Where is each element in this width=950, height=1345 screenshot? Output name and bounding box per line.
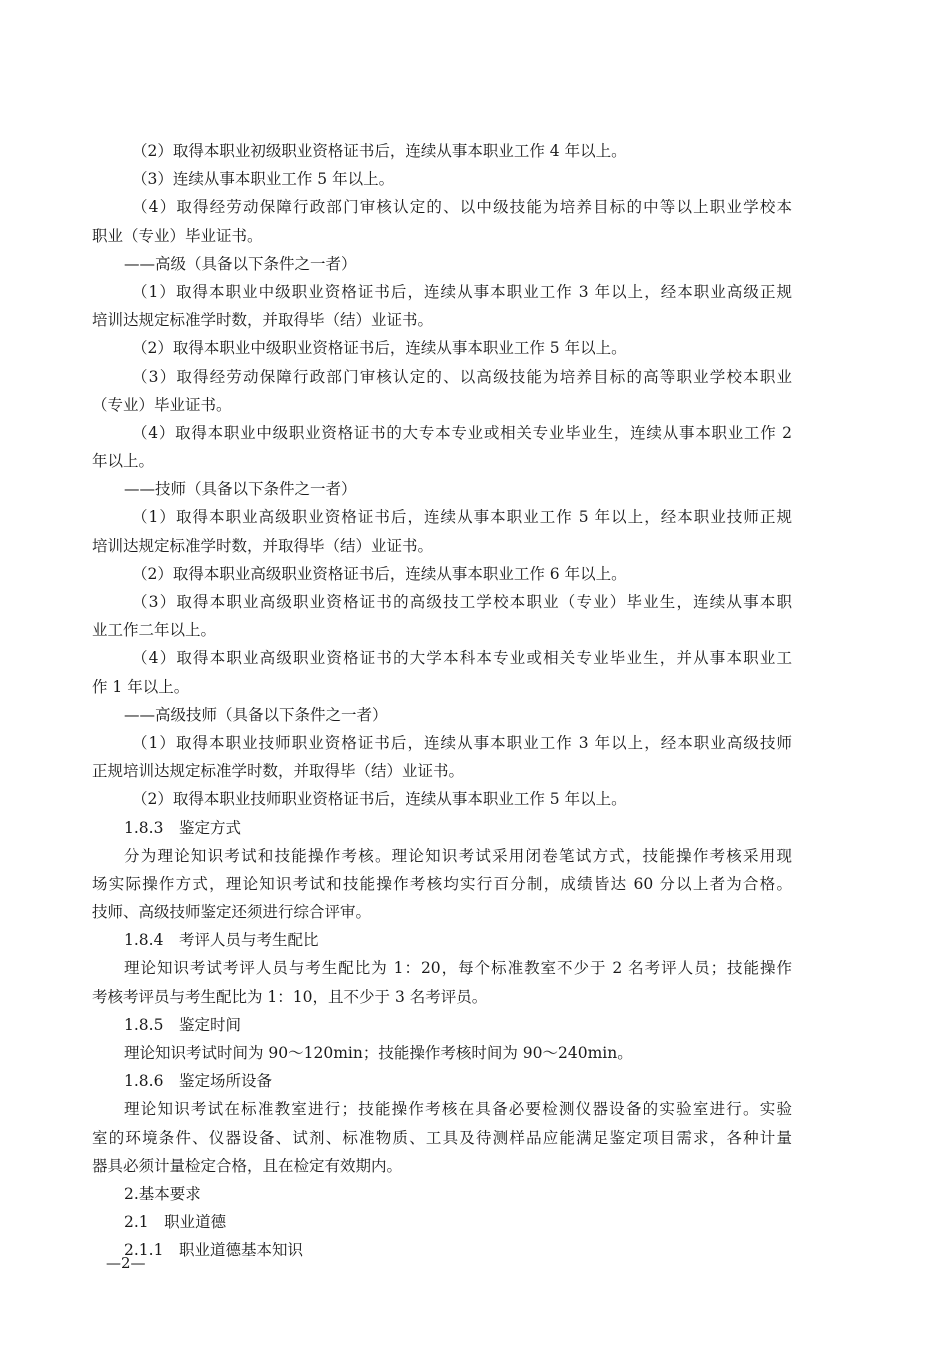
document-body bbox=[92, 137, 792, 1265]
text-line: 场实际操作方式，理论知识考试和技能操作考核均实行百分制，成绩皆达 60 分以上者为合格。 bbox=[92, 874, 792, 893]
text-line: 理论知识考试在标准教室进行；技能操作考核在具备必要检测仪器设备的实验室进行。实验 bbox=[124, 1100, 792, 1119]
text-line: （专业）毕业证书。 bbox=[92, 395, 232, 414]
text-line: （3）取得本职业高级职业资格证书的高级技工学校本职业（专业）毕业生，连续从事本职 bbox=[132, 593, 792, 611]
text-line: （2）取得本职业初级职业资格证书后，连续从事本职业工作 4 年以上。 bbox=[132, 142, 627, 160]
text-line: 分为理论知识考试和技能操作考核。理论知识考试采用闭卷笔试方式，技能操作考核采用现 bbox=[124, 846, 792, 865]
text-line: ——高级（具备以下条件之一者） bbox=[124, 254, 357, 273]
text-line: 2.1 职业道德 bbox=[124, 1213, 227, 1232]
text-line: 2.1.1 职业道德基本知识 bbox=[124, 1241, 303, 1260]
text-line: （4）取得本职业中级职业资格证书的大专本专业或相关专业毕业生，连续从事本职业工作 2 bbox=[132, 423, 792, 442]
text-line: （3）连续从事本职业工作 5 年以上。 bbox=[132, 170, 395, 189]
text-line: （1）取得本职业中级职业资格证书后，连续从事本职业工作 3 年以上，经本职业高级正规 bbox=[132, 282, 792, 301]
page-number: —2— bbox=[106, 1254, 146, 1272]
text-line: 器具必须计量检定合格，且在检定有效期内。 bbox=[92, 1156, 403, 1175]
text-line: （3）取得经劳动保障行政部门审核认定的、以高级技能为培养目标的高等职业学校本职业 bbox=[132, 367, 792, 386]
text-line: 理论知识考试时间为 90～120min；技能操作考核时间为 90～240min。 bbox=[124, 1044, 633, 1062]
text-line: （2）取得本职业高级职业资格证书后，连续从事本职业工作 6 年以上。 bbox=[132, 564, 627, 583]
text-line: 1.8.5 鉴定时间 bbox=[124, 1015, 241, 1034]
text-line: 作 1 年以上。 bbox=[92, 677, 190, 696]
text-line: （4）取得经劳动保障行政部门审核认定的、以中级技能为培养目标的中等以上职业学校本 bbox=[132, 198, 792, 217]
text-line: （1）取得本职业高级职业资格证书后，连续从事本职业工作 5 年以上，经本职业技师正规 bbox=[132, 508, 792, 527]
text-line: （2）取得本职业技师职业资格证书后，连续从事本职业工作 5 年以上。 bbox=[132, 790, 627, 809]
text-line: 室的环境条件、仪器设备、试剂、标准物质、工具及待测样品应能满足鉴定项目需求，各种计量 bbox=[92, 1128, 792, 1147]
text-line: 年以上。 bbox=[92, 452, 155, 471]
text-line: 2.基本要求 bbox=[124, 1184, 201, 1203]
text-line: 1.8.3 鉴定方式 bbox=[124, 818, 241, 837]
text-line: （2）取得本职业中级职业资格证书后，连续从事本职业工作 5 年以上。 bbox=[132, 339, 627, 358]
text-line: 技师、高级技师鉴定还须进行综合评审。 bbox=[92, 903, 372, 922]
text-line: 1.8.4 考评人员与考生配比 bbox=[124, 931, 319, 950]
text-line: ——技师（具备以下条件之一者） bbox=[124, 480, 357, 499]
text-line: 培训达规定标准学时数，并取得毕（结）业证书。 bbox=[92, 536, 434, 555]
text-line: 理论知识考试考评人员与考生配比为 1：20，每个标准教室不少于 2 名考评人员；技能操作 bbox=[124, 959, 792, 978]
text-line: 培训达规定标准学时数，并取得毕（结）业证书。 bbox=[92, 311, 434, 330]
text-line: （4）取得本职业高级职业资格证书的大学本科本专业或相关专业毕业生，并从事本职业工 bbox=[132, 649, 792, 668]
text-line: 职业（专业）毕业证书。 bbox=[92, 226, 263, 245]
text-line: ——高级技师（具备以下条件之一者） bbox=[124, 705, 388, 724]
text-line: 业工作二年以上。 bbox=[92, 621, 217, 640]
text-line: 考核考评员与考生配比为 1：10，且不少于 3 名考评员。 bbox=[92, 987, 488, 1006]
text-line: 正规培训达规定标准学时数，并取得毕（结）业证书。 bbox=[92, 762, 465, 781]
text-line: 1.8.6 鉴定场所设备 bbox=[124, 1072, 272, 1091]
text-line: （1）取得本职业技师职业资格证书后，连续从事本职业工作 3 年以上，经本职业高级技师 bbox=[132, 733, 792, 752]
